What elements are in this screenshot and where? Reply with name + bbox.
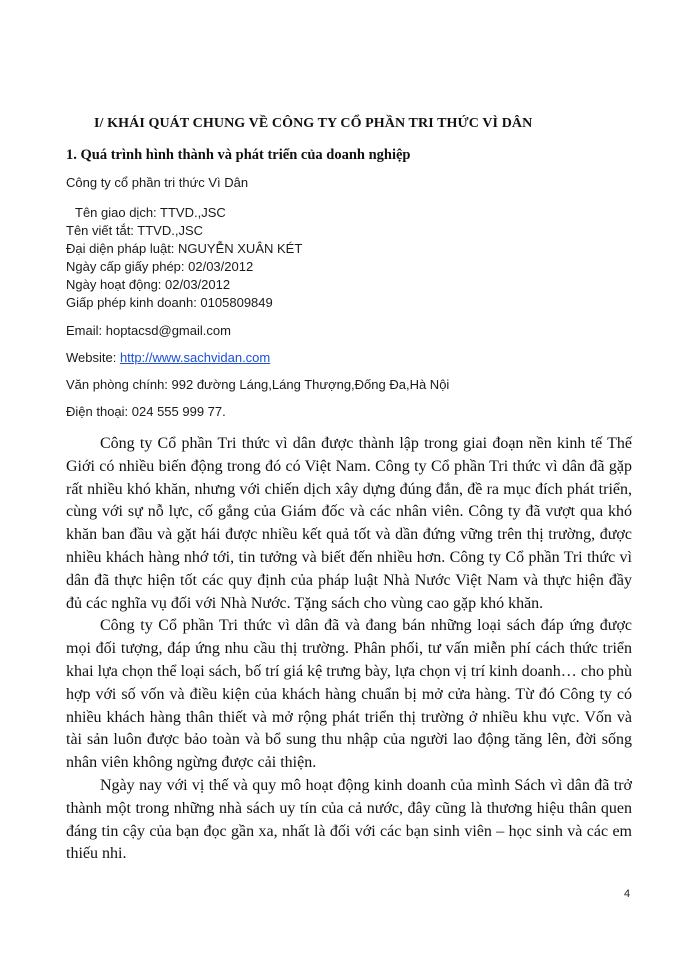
website-line [66,350,270,365]
operation-date: Ngày hoạt động: 02/03/2012 [66,277,231,292]
paragraph: Ngày nay với vị thế và quy mô hoạt động kinh doanh của mình Sách vì dân đã trở thành một trong những nhà sách uy tín của cả nước, đây cũng là thương hiệu thân quen đáng tin cậy của bạn đọc gần xa, nhất là đối với các bạn sinh viên – học sinh và các em thiếu nhi. [66,776,632,863]
company-name: Công ty cổ phần tri thức Vì Dân [66,175,249,190]
page-number: 4 [624,888,631,900]
trade-name: Tên giao dịch: TTVD.,JSC [75,205,226,220]
business-license: Giấp phép kinh doanh: 0105809849 [66,295,273,310]
phone: Điện thoại: 024 555 999 77. [66,404,226,419]
email: Email: hoptacsd@gmail.com [66,323,231,338]
legal-representative: Đại diện pháp luật: NGUYỄN XUÂN KÉT [66,241,303,256]
paragraph: Công ty Cổ phần Tri thức vì dân được thành lập trong giai đoạn nền kinh tế Thế Giới có nhiều biến động trong đó có Việt Nam. Công ty Cổ phần Tri thức vì dân đã gặp rất nhiều khó khăn, nhưng với chiến dịch xây dựng đúng đắn, đề ra mục đích phát triển, cùng với sự nỗ lực, cố gắng của Giám đốc và các nhân viên. Công ty đã vượt qua khó khăn ban đầu và gặt hái được nhiều kết quả tốt và dần đứng vững trên thị trường, được nhiều khách hàng nhớ tới, tin tưởng và biết đến nhiều hơn. Công ty Cổ phần Tri thức vì dân đã thực hiện tốt các quy định của pháp luật Nhà Nước Việt Nam và thực hiện đầy đủ các nghĩa vụ đối với Nhà Nước. Tặng sách cho vùng cao gặp khó khăn. [66,435,632,612]
website-label: Website: [66,350,120,365]
office-address: Văn phòng chính: 992 đường Láng,Láng Thượng,Đống Đa,Hà Nội [66,377,450,392]
section-heading: I/ KHÁI QUÁT CHUNG VỀ CÔNG TY CỔ PHẦN TRI THỨC VÌ DÂN [94,116,533,131]
short-name: Tên viết tắt: TTVD.,JSC [66,223,204,238]
website-link[interactable]: http://www.sachvidan.com [119,350,271,365]
body-text [66,433,632,866]
paragraph: Công ty Cổ phần Tri thức vì dân đã và đang bán những loại sách đáp ứng được mọi đối tượng, đáp ứng nhu cầu thị trường. Phân phối, tư vấn miễn phí cách thức triển khai lựa chọn thể loại sách, bố trí giá kệ trưng bày, lựa chọn vị trí kinh doanh… cho phù hợp với số vốn và điều kiện của khách hàng chuẩn bị mở cửa hàng. Từ đó Công ty có nhiều khách hàng thân thiết và mở rộng phát triển thị trường ở nhiều khu vực. Vốn và tài sản luôn được bảo toàn và bổ sung thu nhập của người lao động tăng lên, đời sống nhân viên không ngừng được cải thiện. [66,617,632,772]
license-date: Ngày cấp giấy phép: 02/03/2012 [66,259,254,274]
subsection-heading: 1. Quá trình hình thành và phát triển của doanh nghiệp [66,147,411,163]
